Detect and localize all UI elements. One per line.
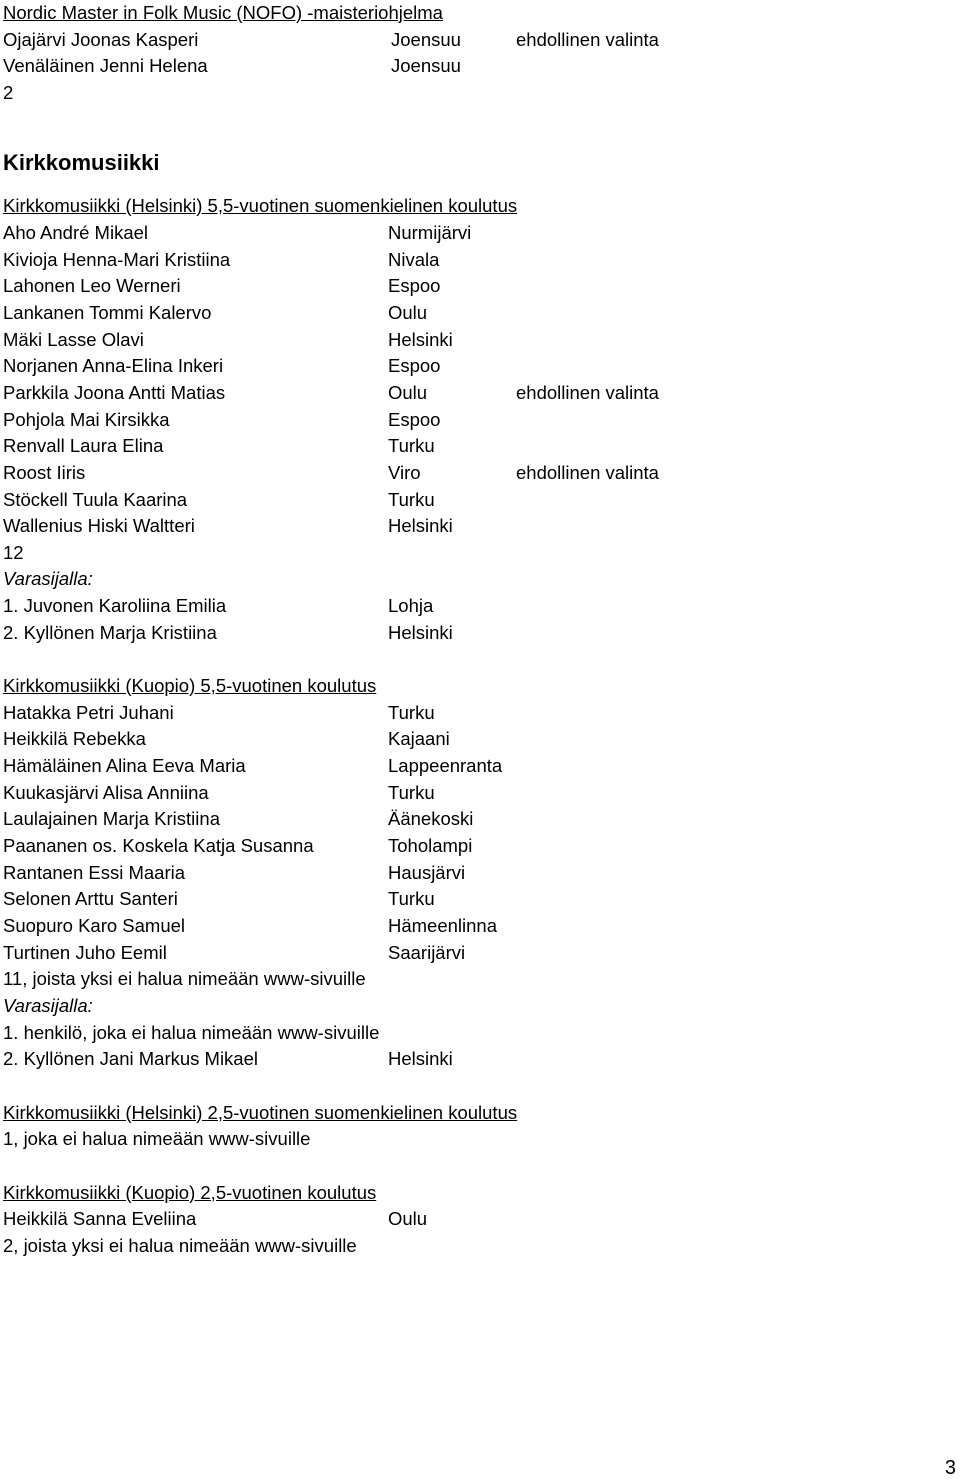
student-hometown: Joensuu [391, 28, 461, 50]
list-item [3, 753, 960, 780]
student-name: Roost Iiris [3, 461, 86, 483]
student-hometown: Nivala [388, 248, 440, 270]
student-note: ehdollinen valinta [516, 461, 659, 483]
student-hometown: Turku [388, 488, 435, 510]
student-hometown: Kajaani [388, 728, 450, 750]
list-item [3, 220, 960, 247]
list-item [3, 407, 960, 434]
list-item [3, 247, 960, 274]
list-item [3, 273, 960, 300]
list-item [3, 327, 960, 354]
student-name: Venäläinen Jenni Helena [3, 55, 208, 77]
student-hometown: Helsinki [388, 515, 453, 537]
page-number: 3 [944, 1457, 956, 1479]
student-hometown: Oulu [388, 301, 428, 323]
helsinki-25-count: 1, joka ei halua nimeään www-sivuille [3, 1128, 311, 1150]
student-hometown: Nurmijärvi [388, 221, 472, 243]
reserve-hometown: Lohja [388, 595, 434, 617]
student-hometown: Saarijärvi [388, 941, 466, 963]
student-name: Heikkilä Sanna Eveliina [3, 1208, 197, 1230]
subsection-heading-helsinki-25: Kirkkomusiikki (Helsinki) 2,5-vuotinen suomenkielinen koulutus [3, 1101, 518, 1123]
helsinki-55-student-list [3, 220, 960, 540]
reserve-hometown: Helsinki [388, 1048, 453, 1070]
list-item [3, 513, 960, 540]
list-item [3, 860, 960, 887]
subsection-heading-helsinki-55: Kirkkomusiikki (Helsinki) 5,5-vuotinen suomenkielinen koulutus [3, 195, 518, 217]
student-name: Norjanen Anna-Elina Inkeri [3, 355, 224, 377]
student-name: Lahonen Leo Werneri [3, 275, 181, 297]
student-hometown: Turku [388, 781, 435, 803]
student-name: Kivioja Henna-Mari Kristiina [3, 248, 231, 270]
list-item [3, 700, 960, 727]
student-name: Lankanen Tommi Kalervo [3, 301, 212, 323]
student-hometown: Oulu [388, 381, 428, 403]
student-name: Turtinen Juho Eemil [3, 941, 167, 963]
list-item [3, 593, 960, 620]
list-item [3, 1206, 960, 1233]
list-item [3, 780, 960, 807]
list-item [3, 433, 960, 460]
kuopio-25-count: 2, joista yksi ei halua nimeään www-sivuille [3, 1234, 357, 1256]
student-hometown: Espoo [388, 355, 441, 377]
document-page [3, 0, 960, 1260]
student-name: Rantanen Essi Maaria [3, 861, 186, 883]
student-hometown: Espoo [388, 408, 441, 430]
student-name: Suopuro Karo Samuel [3, 915, 186, 936]
student-hometown: Hämeenlinna [388, 915, 498, 936]
list-item [3, 353, 960, 380]
list-item [3, 380, 960, 407]
list-item [3, 300, 960, 327]
student-name: Hatakka Petri Juhani [3, 701, 174, 723]
list-item [3, 1046, 960, 1073]
student-name: Parkkila Joona Antti Matias [3, 381, 226, 403]
student-hometown: Helsinki [388, 328, 453, 350]
student-note: ehdollinen valinta [516, 28, 659, 50]
student-name: Ojajärvi Joonas Kasperi [3, 28, 199, 50]
subsection-heading-kuopio-55: Kirkkomusiikki (Kuopio) 5,5-vuotinen koulutus [3, 675, 377, 697]
list-item [3, 833, 960, 860]
student-hometown: Joensuu [391, 55, 461, 77]
student-name: Mäki Lasse Olavi [3, 328, 144, 350]
student-name: Aho André Mikael [3, 221, 149, 243]
list-item [3, 940, 960, 967]
list-item [3, 886, 960, 913]
student-name: Kuukasjärvi Alisa Anniina [3, 781, 209, 803]
student-hometown: Turku [388, 435, 435, 457]
reserve-label: Varasijalla: [3, 568, 93, 590]
kuopio-55-count: 11, joista yksi ei halua nimeään www-sivuille [3, 968, 366, 990]
nofo-student-list [3, 27, 960, 80]
student-name: Paananen os. Koskela Katja Susanna [3, 835, 314, 857]
student-hometown: Äänekoski [388, 808, 474, 830]
student-hometown: Oulu [388, 1208, 428, 1230]
student-name: Heikkilä Rebekka [3, 728, 146, 750]
student-name: Pohjola Mai Kirsikka [3, 408, 170, 430]
student-hometown: Viro [388, 461, 421, 483]
student-name: Wallenius Hiski Waltteri [3, 515, 195, 537]
nofo-count: 2 [3, 81, 14, 103]
student-name: Renvall Laura Elina [3, 435, 164, 457]
list-item [3, 53, 960, 80]
student-hometown: Lappeenranta [388, 755, 503, 777]
section-heading-nofo: Nordic Master in Folk Music (NOFO) -maisteriohjelma [3, 2, 443, 23]
kuopio-55-student-list [3, 700, 960, 967]
reserve-item: 1. henkilö, joka ei halua nimeään www-sivuille [3, 1021, 380, 1043]
reserve-hometown: Helsinki [388, 621, 453, 643]
section-title-kirkkomusiikki: Kirkkomusiikki [3, 150, 160, 176]
student-hometown: Toholampi [388, 835, 473, 857]
helsinki-55-count: 12 [3, 541, 24, 563]
student-name: Laulajainen Marja Kristiina [3, 808, 220, 830]
student-hometown: Turku [388, 888, 435, 910]
list-item [3, 460, 960, 487]
student-note: ehdollinen valinta [516, 381, 659, 403]
list-item [3, 27, 960, 54]
reserve-name: 1. Juvonen Karoliina Emilia [3, 595, 227, 617]
list-item [3, 620, 960, 647]
student-hometown: Turku [388, 701, 435, 723]
reserve-label: Varasijalla: [3, 994, 93, 1016]
list-item [3, 726, 960, 753]
subsection-heading-kuopio-25: Kirkkomusiikki (Kuopio) 2,5-vuotinen koulutus [3, 1181, 377, 1203]
reserve-name: 2. Kyllönen Marja Kristiina [3, 621, 217, 643]
student-name: Hämäläinen Alina Eeva Maria [3, 755, 246, 777]
list-item [3, 806, 960, 833]
student-name: Stöckell Tuula Kaarina [3, 488, 188, 510]
list-item [3, 487, 960, 514]
reserve-name: 2. Kyllönen Jani Markus Mikael [3, 1048, 258, 1070]
student-name: Selonen Arttu Santeri [3, 888, 178, 910]
student-hometown: Hausjärvi [388, 861, 466, 883]
list-item [3, 913, 960, 940]
student-hometown: Espoo [388, 275, 441, 297]
